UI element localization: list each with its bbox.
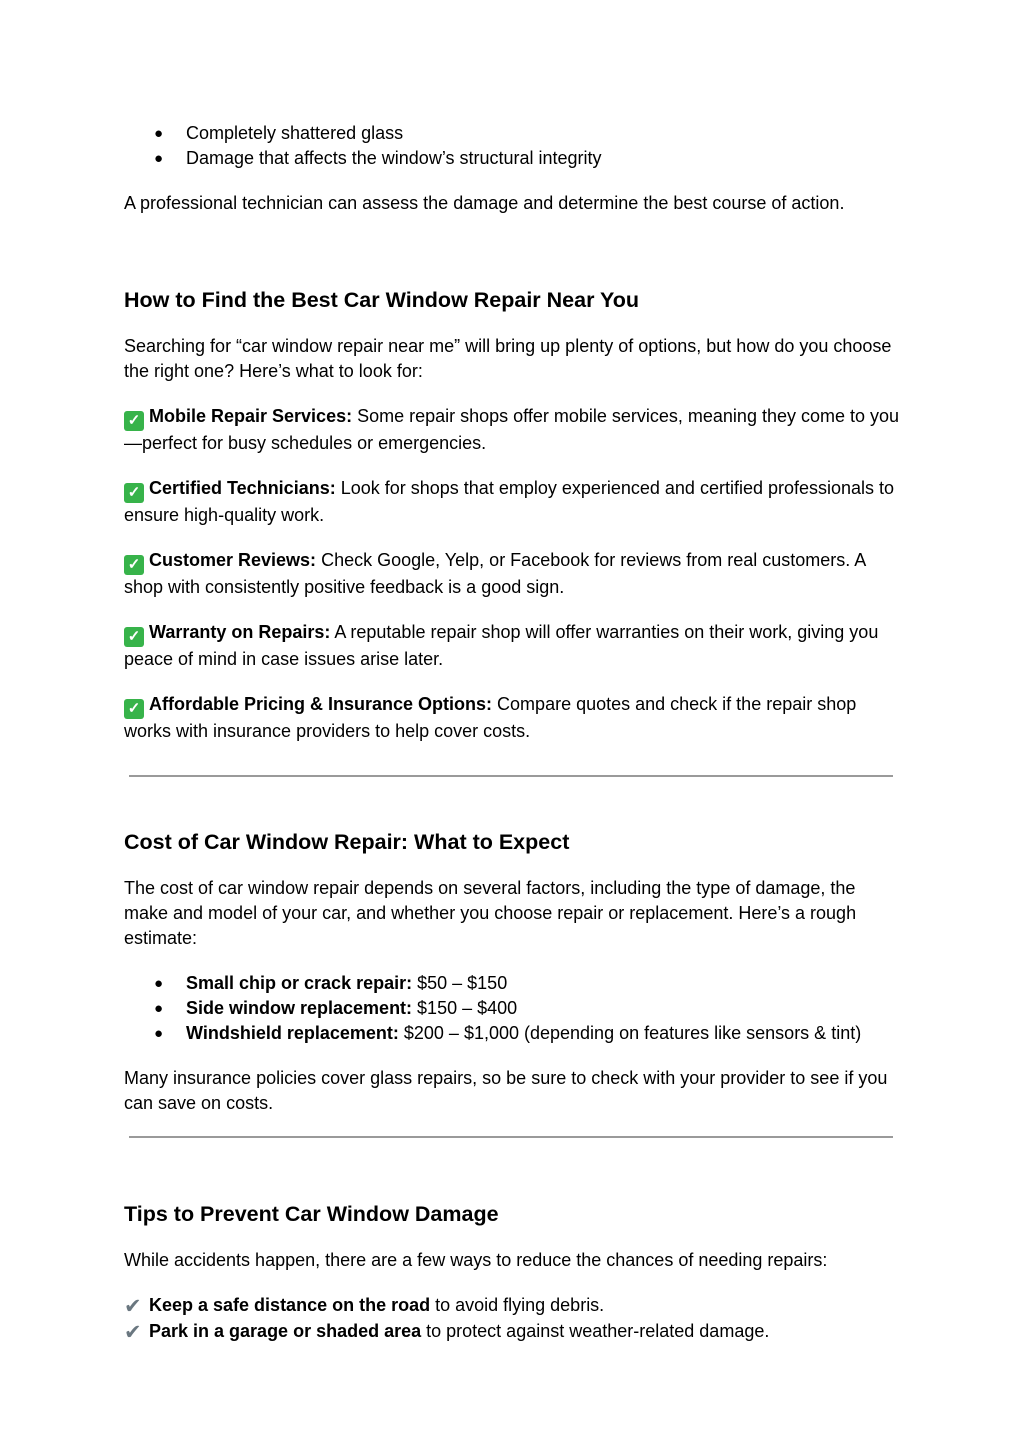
list-item: ✓ Certified Technicians: Look for shops that employ experienced and certified professionals to ensure high-quality work. <box>124 478 895 525</box>
list-item: ✓ Warranty on Repairs: A reputable repair shop will offer warranties on their work, giving you peace of mind in case issues arise later. <box>124 622 879 669</box>
section-heading-cost: Cost of Car Window Repair: What to Expect <box>124 830 570 854</box>
list-item: ✔ Park in a garage or shaded area to protect against weather-related damage. <box>124 1321 770 1344</box>
section2-closing-paragraph: Many insurance policies cover glass repairs, so be sure to check with your provider to see if you can save on costs. <box>124 1068 888 1113</box>
section-heading-find-repair: How to Find the Best Car Window Repair Near You <box>124 288 640 312</box>
intro-paragraph: A professional technician can assess the damage and determine the best course of action. <box>124 193 845 213</box>
document-content <box>124 121 900 1345</box>
heavy-check-mark-icon: ✔ <box>124 1295 142 1318</box>
list-item: ● Damage that affects the window’s structural integrity <box>124 146 900 171</box>
section-divider <box>129 775 893 777</box>
list-item: ✓ Affordable Pricing & Insurance Options: Compare quotes and check if the repair shop works with insurance providers to help cover costs. <box>124 694 857 741</box>
list-item: ● Windshield replacement: $200 – $1,000 (depending on features like sensors & tint) <box>124 1021 900 1046</box>
section2-paragraph: The cost of car window repair depends on several factors, including the type of damage, the make and model of your car, and whether you choose repair or replacement. Here’s a rough estimate: <box>124 878 857 948</box>
list-item: ● Side window replacement: $150 – $400 <box>124 996 900 1021</box>
bullet-icon: ● <box>154 975 164 992</box>
list-item: ✓ Mobile Repair Services: Some repair shops offer mobile services, meaning they come to you—perfect for busy schedules or emergencies. <box>124 406 900 453</box>
bullet-icon: ● <box>154 150 164 167</box>
section-divider <box>129 1136 893 1138</box>
section-heading-tips: Tips to Prevent Car Window Damage <box>124 1202 499 1226</box>
bullet-icon: ● <box>154 1025 164 1042</box>
section3-paragraph: While accidents happen, there are a few ways to reduce the chances of needing repairs: <box>124 1250 828 1270</box>
check-mark-icon: ✓ <box>124 627 144 647</box>
check-mark-icon: ✓ <box>124 411 144 431</box>
bullet-icon: ● <box>154 125 164 142</box>
section1-paragraph: Searching for “car window repair near me” will bring up plenty of options, but how do you choose the right one? Here’s what to look for: <box>124 336 892 381</box>
bullet-icon: ● <box>154 1000 164 1017</box>
list-item: ✔ Keep a safe distance on the road to avoid flying debris. <box>124 1295 605 1318</box>
list-item: ● Completely shattered glass <box>124 121 900 146</box>
heavy-check-mark-icon: ✔ <box>124 1321 142 1344</box>
list-item: ✓ Customer Reviews: Check Google, Yelp, or Facebook for reviews from real customers. A shop with consistently positive feedback is a good sign. <box>124 550 866 597</box>
cost-bullet-list <box>124 971 900 1046</box>
check-mark-icon: ✓ <box>124 699 144 719</box>
check-mark-icon: ✓ <box>124 555 144 575</box>
list-item: ● Small chip or crack repair: $50 – $150 <box>124 971 900 996</box>
intro-bullet-list <box>124 121 900 171</box>
check-mark-icon: ✓ <box>124 483 144 503</box>
